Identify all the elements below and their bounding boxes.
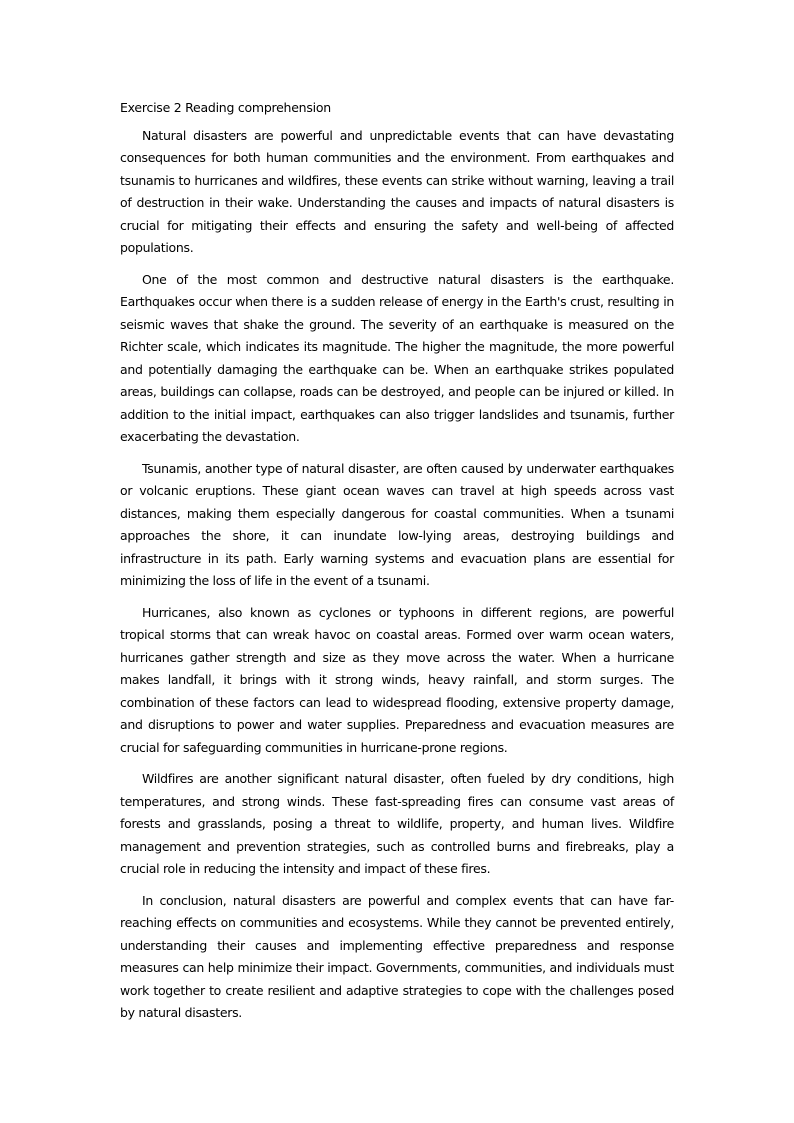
paragraph-wildfires: Wildfires are another significant natural disaster, often fueled by dry conditions, high temperatures, and strong winds. These fast-spreading fires can consume vast areas of forests and grasslands, posing a threat to wildlife, property, and human lives. Wildfire management and prevention strategies, such as controlled burns and firebreaks, play a crucial role in reducing the intensity and impact of these fires. — [120, 771, 674, 876]
paragraph-conclusion: In conclusion, natural disasters are powerful and complex events that can have far-reaching effects on communities and ecosystems. While they cannot be prevented entirely, understanding their causes and implementing effective preparedness and response measures can help minimize their impact. Governments, communities, and individuals must work together to create resilient and adaptive strategies to cope with the challenges posed by natural disasters. — [120, 892, 674, 1020]
exercise-title: Exercise 2 Reading comprehension — [120, 100, 331, 115]
paragraph-introduction: Natural disasters are powerful and unpredictable events that can have devastating consequences for both human communities and the environment. From earthquakes and tsunamis to hurricanes and wildfires, these events can strike without warning, leaving a trail of destruction in their wake. Understanding the causes and impacts of natural disasters is crucial for mitigating their effects and ensuring the safety and well-being of affected populations. — [120, 127, 674, 255]
paragraph-hurricanes: Hurricanes, also known as cyclones or typhoons in different regions, are powerful tropical storms that can wreak havoc on coastal areas. Formed over warm ocean waters, hurricanes gather strength and size as they move across the water. When a hurricane makes landfall, it brings with it strong winds, heavy rainfall, and storm surges. The combination of these factors can lead to widespread flooding, extensive property damage, and disruptions to power and water supplies. Preparedness and evacuation measures are crucial for safeguarding communities in hurricane-prone regions. — [120, 604, 674, 755]
paragraph-tsunamis: Tsunamis, another type of natural disaster, are often caused by underwater earthquakes or volcanic eruptions. These giant ocean waves can travel at high speeds across vast distances, making them especially dangerous for coastal communities. When a tsunami approaches the shore, it can inundate low-lying areas, destroying buildings and infrastructure in its path. Early warning systems and evacuation plans are essential for minimizing the loss of life in the event of a tsunami. — [120, 460, 674, 588]
document-page — [120, 97, 674, 1034]
paragraph-earthquakes: One of the most common and destructive natural disasters is the earthquake. Earthquakes occur when there is a sudden release of energy in the Earth's crust, resulting in seismic waves that shake the ground. The severity of an earthquake is measured on the Richter scale, which indicates its magnitude. The higher the magnitude, the more powerful and potentially damaging the earthquake can be. When an earthquake strikes populated areas, buildings can collapse, roads can be destroyed, and people can be injured or killed. In addition to the initial impact, earthquakes can also trigger landslides and tsunamis, further exacerbating the devastation. — [120, 271, 674, 444]
